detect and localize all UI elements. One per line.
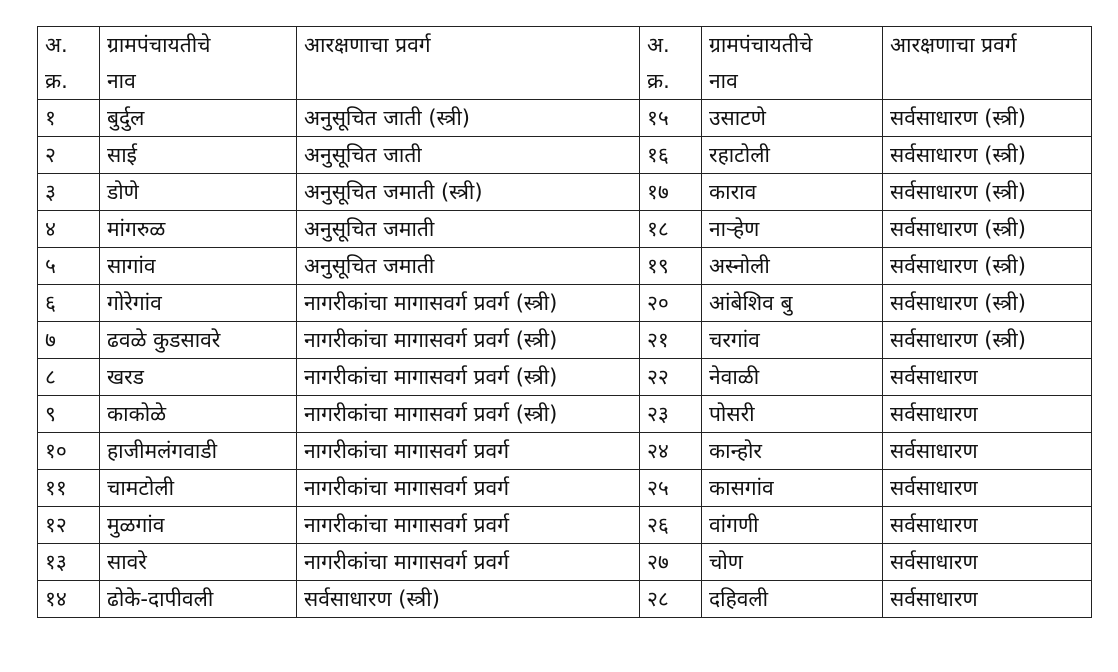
- reservation-category-right-cell: सर्वसाधारण: [883, 544, 1092, 581]
- serial-no-left-cell: १३: [38, 544, 100, 581]
- reservation-category-left-cell: नागरीकांचा मागासवर्ग प्रवर्ग: [297, 470, 640, 507]
- gram-panchayat-left-cell: साई: [100, 137, 297, 174]
- gram-panchayat-left-cell: मुळगांव: [100, 507, 297, 544]
- serial-no-left-cell: ६: [38, 285, 100, 322]
- gram-panchayat-right-cell: वांगणी: [702, 507, 883, 544]
- gram-panchayat-left-cell: खरड: [100, 359, 297, 396]
- serial-no-left-cell: ११: [38, 470, 100, 507]
- serial-no-left-cell: ३: [38, 174, 100, 211]
- gram-panchayat-right-cell: अस्नोली: [702, 248, 883, 285]
- serial-no-right-cell: २८: [640, 581, 702, 618]
- reservation-category-right-cell: सर्वसाधारण (स्त्री): [883, 211, 1092, 248]
- reservation-category-right-cell: सर्वसाधारण (स्त्री): [883, 100, 1092, 137]
- header-reservation-category-left: आरक्षणाचा प्रवर्ग: [297, 27, 640, 100]
- gram-panchayat-left-cell: ढोके-दापीवली: [100, 581, 297, 618]
- serial-no-left-cell: ९: [38, 396, 100, 433]
- gram-panchayat-right-cell: दहिवली: [702, 581, 883, 618]
- gram-panchayat-right-cell: रहाटोली: [702, 137, 883, 174]
- reservation-category-right-cell: सर्वसाधारण: [883, 359, 1092, 396]
- serial-no-left-cell: १०: [38, 433, 100, 470]
- gram-panchayat-right-cell: चरगांव: [702, 322, 883, 359]
- table-row: [38, 581, 1092, 618]
- reservation-table: [37, 26, 1092, 618]
- reservation-category-right-cell: सर्वसाधारण (स्त्री): [883, 322, 1092, 359]
- gram-panchayat-right-cell: नाऱ्हेण: [702, 211, 883, 248]
- reservation-category-left-cell: सर्वसाधारण (स्त्री): [297, 581, 640, 618]
- serial-no-left-cell: १: [38, 100, 100, 137]
- reservation-category-left-cell: नागरीकांचा मागासवर्ग प्रवर्ग (स्त्री): [297, 285, 640, 322]
- serial-no-right-cell: २०: [640, 285, 702, 322]
- gram-panchayat-left-cell: हाजीमलंगवाडी: [100, 433, 297, 470]
- table-header-row: [38, 27, 1092, 100]
- table-row: [38, 211, 1092, 248]
- serial-no-right-cell: २५: [640, 470, 702, 507]
- serial-no-right-cell: २४: [640, 433, 702, 470]
- serial-no-left-cell: १४: [38, 581, 100, 618]
- table-row: [38, 100, 1092, 137]
- reservation-category-left-cell: नागरीकांचा मागासवर्ग प्रवर्ग (स्त्री): [297, 322, 640, 359]
- gram-panchayat-left-cell: ढवळे कुडसावरे: [100, 322, 297, 359]
- gram-panchayat-left-cell: काकोळे: [100, 396, 297, 433]
- reservation-category-left-cell: नागरीकांचा मागासवर्ग प्रवर्ग: [297, 507, 640, 544]
- reservation-category-right-cell: सर्वसाधारण: [883, 581, 1092, 618]
- serial-no-right-cell: १७: [640, 174, 702, 211]
- header-serial-no-right: अ. क्र.: [640, 27, 702, 100]
- header-gram-panchayat-name-left: ग्रामपंचायतीचे नाव: [100, 27, 297, 100]
- reservation-category-left-cell: अनुसूचित जमाती: [297, 211, 640, 248]
- reservation-category-left-cell: नागरीकांचा मागासवर्ग प्रवर्ग (स्त्री): [297, 396, 640, 433]
- table-row: [38, 137, 1092, 174]
- gram-panchayat-left-cell: सावरे: [100, 544, 297, 581]
- serial-no-right-cell: २६: [640, 507, 702, 544]
- table-row: [38, 544, 1092, 581]
- table-row: [38, 433, 1092, 470]
- table-row: [38, 359, 1092, 396]
- serial-no-right-cell: २२: [640, 359, 702, 396]
- reservation-category-right-cell: सर्वसाधारण (स्त्री): [883, 285, 1092, 322]
- table-row: [38, 322, 1092, 359]
- reservation-category-left-cell: अनुसूचित जाती: [297, 137, 640, 174]
- serial-no-right-cell: १९: [640, 248, 702, 285]
- gram-panchayat-right-cell: कान्होर: [702, 433, 883, 470]
- serial-no-right-cell: १६: [640, 137, 702, 174]
- reservation-category-right-cell: सर्वसाधारण (स्त्री): [883, 248, 1092, 285]
- serial-no-right-cell: १५: [640, 100, 702, 137]
- serial-no-left-cell: ४: [38, 211, 100, 248]
- serial-no-right-cell: २३: [640, 396, 702, 433]
- table-row: [38, 507, 1092, 544]
- reservation-category-right-cell: सर्वसाधारण: [883, 396, 1092, 433]
- reservation-category-left-cell: अनुसूचित जमाती (स्त्री): [297, 174, 640, 211]
- reservation-category-right-cell: सर्वसाधारण: [883, 470, 1092, 507]
- serial-no-right-cell: १८: [640, 211, 702, 248]
- reservation-category-right-cell: सर्वसाधारण (स्त्री): [883, 174, 1092, 211]
- gram-panchayat-left-cell: बुर्दुल: [100, 100, 297, 137]
- table-row: [38, 285, 1092, 322]
- gram-panchayat-left-cell: चामटोली: [100, 470, 297, 507]
- gram-panchayat-right-cell: काराव: [702, 174, 883, 211]
- gram-panchayat-left-cell: मांगरुळ: [100, 211, 297, 248]
- serial-no-left-cell: ७: [38, 322, 100, 359]
- header-reservation-category-right: आरक्षणाचा प्रवर्ग: [883, 27, 1092, 100]
- serial-no-left-cell: १२: [38, 507, 100, 544]
- reservation-category-right-cell: सर्वसाधारण: [883, 433, 1092, 470]
- gram-panchayat-right-cell: चोण: [702, 544, 883, 581]
- gram-panchayat-right-cell: कासगांव: [702, 470, 883, 507]
- reservation-category-left-cell: अनुसूचित जमाती: [297, 248, 640, 285]
- reservation-category-left-cell: नागरीकांचा मागासवर्ग प्रवर्ग: [297, 544, 640, 581]
- gram-panchayat-left-cell: गोरेगांव: [100, 285, 297, 322]
- table-row: [38, 174, 1092, 211]
- gram-panchayat-right-cell: पोसरी: [702, 396, 883, 433]
- reservation-category-left-cell: अनुसूचित जाती (स्त्री): [297, 100, 640, 137]
- gram-panchayat-right-cell: नेवाळी: [702, 359, 883, 396]
- serial-no-right-cell: २१: [640, 322, 702, 359]
- serial-no-right-cell: २७: [640, 544, 702, 581]
- gram-panchayat-right-cell: उसाटणे: [702, 100, 883, 137]
- serial-no-left-cell: ५: [38, 248, 100, 285]
- gram-panchayat-right-cell: आंबेशिव बु: [702, 285, 883, 322]
- gram-panchayat-left-cell: डोणे: [100, 174, 297, 211]
- reservation-category-right-cell: सर्वसाधारण (स्त्री): [883, 137, 1092, 174]
- serial-no-left-cell: २: [38, 137, 100, 174]
- gram-panchayat-left-cell: सागांव: [100, 248, 297, 285]
- header-serial-no-left: अ. क्र.: [38, 27, 100, 100]
- serial-no-left-cell: ८: [38, 359, 100, 396]
- reservation-category-left-cell: नागरीकांचा मागासवर्ग प्रवर्ग: [297, 433, 640, 470]
- reservation-category-left-cell: नागरीकांचा मागासवर्ग प्रवर्ग (स्त्री): [297, 359, 640, 396]
- table-row: [38, 470, 1092, 507]
- table-row: [38, 396, 1092, 433]
- reservation-category-right-cell: सर्वसाधारण: [883, 507, 1092, 544]
- header-gram-panchayat-name-right: ग्रामपंचायतीचे नाव: [702, 27, 883, 100]
- table-row: [38, 248, 1092, 285]
